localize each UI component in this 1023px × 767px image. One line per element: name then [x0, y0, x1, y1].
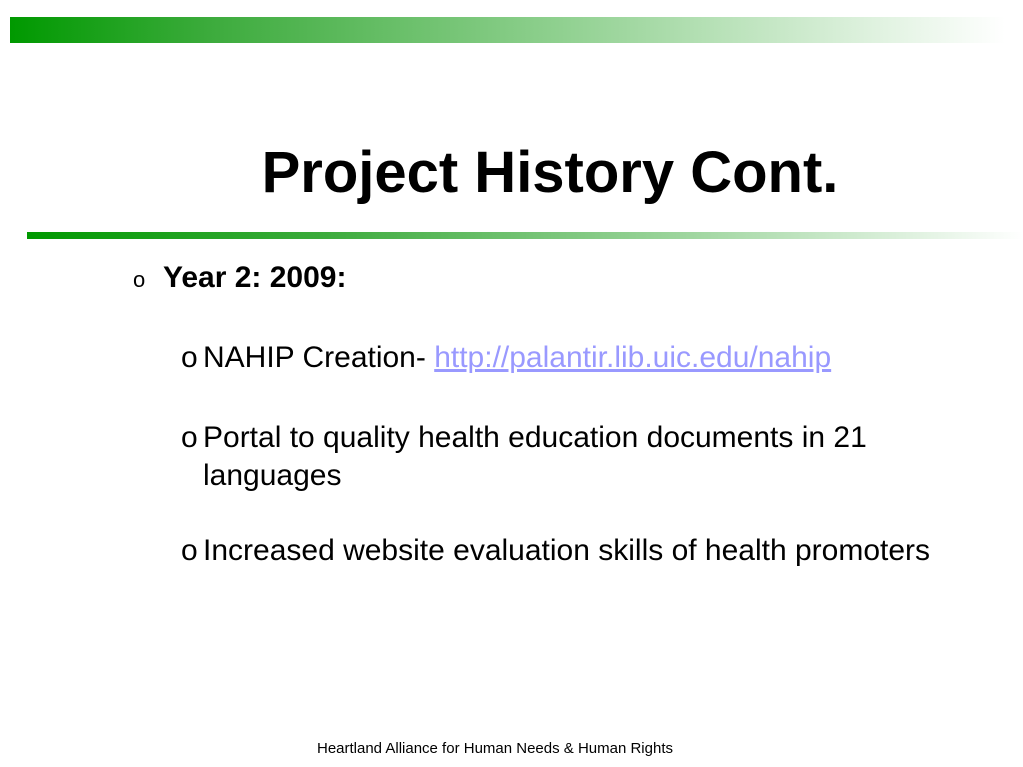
list-item-portal	[181, 419, 941, 495]
list-item-nahip-creation	[181, 339, 941, 377]
list-item-evaluation-skills	[181, 532, 941, 570]
nahip-link[interactable]: http://palantir.lib.uic.edu/nahip	[434, 341, 832, 374]
bullet-marker: o	[181, 421, 198, 454]
list-item-text	[203, 339, 941, 377]
title-divider	[27, 232, 1023, 239]
section-heading: Year 2: 2009:	[163, 261, 347, 294]
slide-footer: Heartland Alliance for Human Needs & Human Rights	[316, 740, 673, 757]
slide-title: Project History Cont.	[261, 140, 839, 205]
bullet-marker: o	[181, 534, 198, 567]
bullet-marker: o	[133, 267, 146, 292]
list-item-text: Increased website evaluation skills of health promoters	[203, 534, 931, 567]
nahip-creation-label: NAHIP Creation-	[203, 341, 435, 374]
list-item-text: Portal to quality health education documents in 21 languages	[203, 421, 867, 492]
bullet-marker: o	[181, 341, 198, 374]
top-gradient-bar	[10, 17, 1005, 43]
